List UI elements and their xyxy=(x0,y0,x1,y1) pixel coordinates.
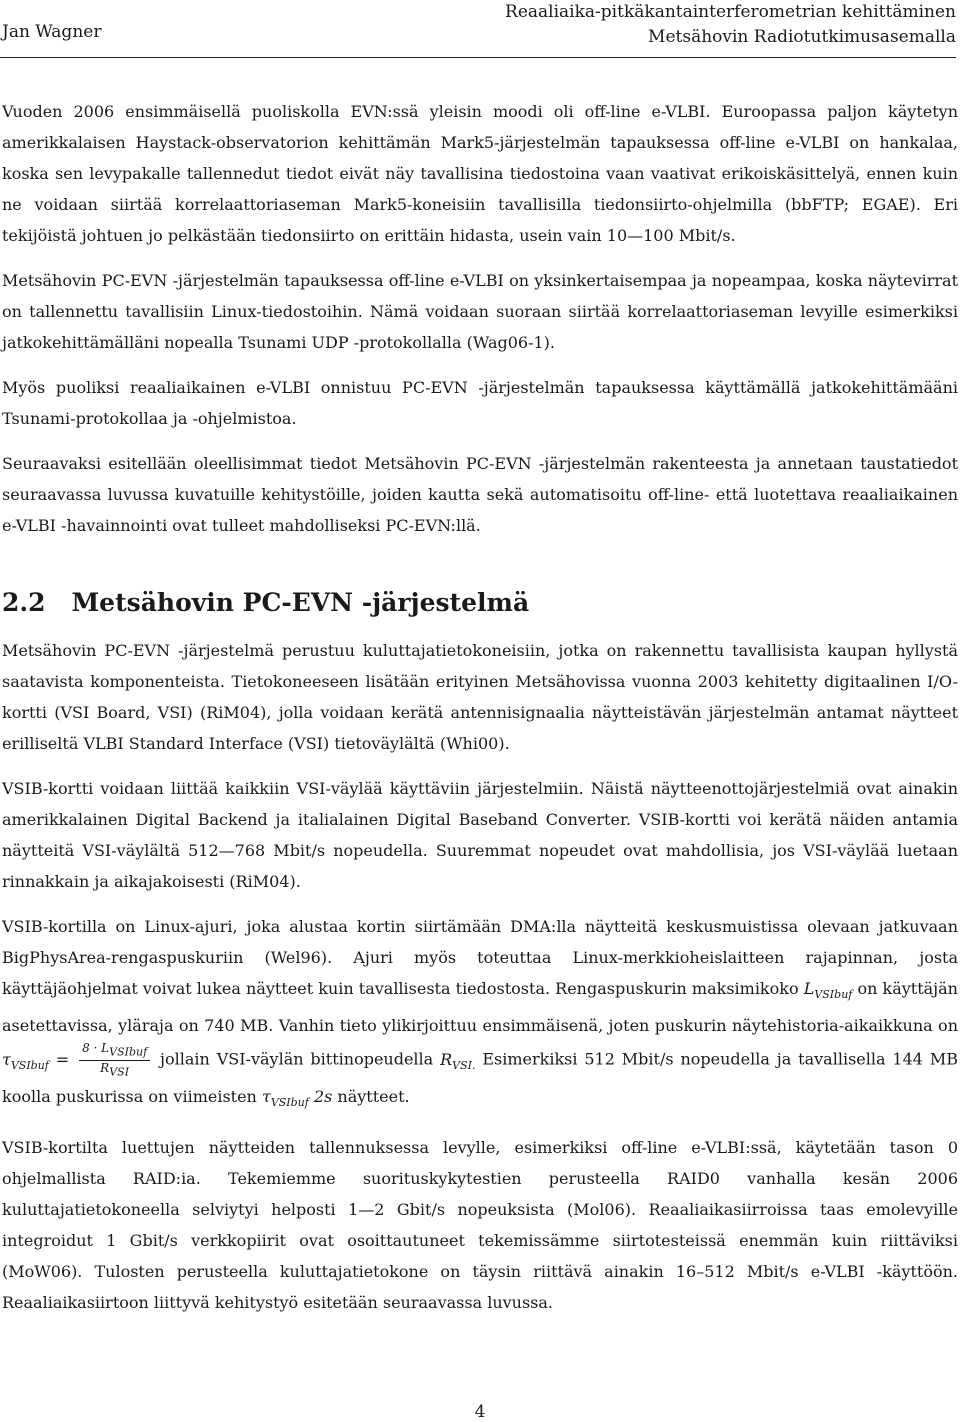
math-subscript: VSIbuf xyxy=(814,988,853,1002)
text-run: näytteet. xyxy=(337,1086,410,1106)
section-heading xyxy=(2,585,958,621)
text-run: Esimerkiksi 512 Mbit/s nopeudella ja tavallisella 144 MB koolla puskurissa on viimeisten xyxy=(2,1049,958,1106)
math-variable: L xyxy=(803,979,815,998)
math-variable: R xyxy=(440,1049,453,1069)
paragraph: Seuraavaksi esitellään oleellisimmat tiedot Metsähovin PC-EVN -järjestelmän rakenteesta ja annetaan taustatiedot seuraavassa luvussa kuvatuille kehitystöille, joiden kautta sekä automatisoitu off-line- että luotettava reaaliaikainen e-VLBI -havainnointi ovat tulleet mahdolliseksi PC-EVN:llä. xyxy=(2,454,958,535)
math-variable: τ xyxy=(2,1049,11,1069)
page-body xyxy=(2,96,958,1332)
math-operator: = xyxy=(55,1049,70,1069)
fraction-denominator xyxy=(79,1061,150,1079)
math-text: 8 · L xyxy=(82,1041,110,1056)
running-header-author: Jan Wagner xyxy=(2,22,102,42)
paragraph: VSIB-kortti voidaan liittää kaikkiin VSI-väylää käyttäviin järjestelmiin. Näistä näytteenottojärjestelmiä ovat ainakin amerikkalainen Digital Backend ja italialainen Digital Baseband Converter. VSIB-kortti voi kerätä näiden antamia näytteitä VSI-väylältä 512—768 Mbit/s nopeudella. Suuremmat nopeudet ovat mahdollisia, jos VSI-väylää luetaan rinnakkain ja aikajakoisesti (RiM04). xyxy=(2,779,958,891)
math-variable: 2s xyxy=(313,1086,333,1106)
math-subscript: VSI. xyxy=(452,1058,476,1072)
running-header-title: Reaaliaika-pitkäkantainterferometrian kehittäminen xyxy=(505,2,956,22)
paragraph: Metsähovin PC-EVN -järjestelmän tapauksessa off-line e-VLBI on yksinkertaisempaa ja nopeampaa, koska näytevirrat on tallennettu tavallisiin Linux-tiedostoihin. Nämä voidaan suoraan siirtää korrelaattoriaseman levyille esimerkiksi jatkokehittämälläni nopealla Tsunami UDP -protokollalla (Wag06-1). xyxy=(2,271,958,352)
paragraph: Myös puoliksi reaaliaikainen e-VLBI onnistuu PC-EVN -järjestelmän tapauksessa käyttämällä jatkokehittämääni Tsunami-protokollaa ja -ohjelmistoa. xyxy=(2,378,958,428)
math-symbol xyxy=(261,1086,333,1109)
math-subscript: VSIbuf xyxy=(109,1045,148,1059)
math-subscript: VSI xyxy=(109,1064,130,1078)
page-number: 4 xyxy=(474,1402,486,1422)
section-number: 2.2 xyxy=(2,588,46,617)
math-text: R xyxy=(100,1060,110,1075)
math-symbol xyxy=(440,1049,476,1072)
running-header-right xyxy=(505,0,956,50)
paragraph: Vuoden 2006 ensimmäisellä puoliskolla EVN:ssä yleisin moodi oli off-line e-VLBI. Euroopassa paljon käytetyn amerikkalaisen Haystack-observatorion kehittämän Mark5-järjestelmän tapauksessa off-line e-VLBI on hankalaa, koska sen levypakalle tallennedut tiedot eivät näy tavallisina tiedostoina vaan vaativat erikoiskäsittelyä, ennen kuin ne voidaan siirtää korrelaattoriaseman Mark5-koneisiin tavallisilla tiedonsiirto-ohjelmilla (bbFTP; EGAE). Eri tekijöistä johtuen jo pelkästään tiedonsiirto on erittäin hidasta, usein vain 10—100 Mbit/s. xyxy=(2,102,958,245)
paragraph: VSIB-kortilta luettujen näytteiden tallennuksessa levylle, esimerkiksi off-line e-VLBI:ssä, käytetään tason 0 ohjelmallista RAID:ia. Tekemiemme suorituskykytestien perusteella RAID0 vanhalla kesän 2006 kuluttajatietokoneella selviytyi helposti 1—2 Gbit/s nopeuksista (Mol06). Reaaliaikasiirroissa taas emolevyille integroidut 1 Gbit/s verkkopiirit ovat osoittautuneet tekemissämme siirtotesteissä enemmän kuin riittäviksi (MoW06). Tulosten perusteella kuluttajatietokone on täysin riittävä ainakin 16–512 Mbit/s e-VLBI -käyttöön. Reaaliaikasiirtoon liittyvä kehitystyö esitetään seuraavassa luvussa. xyxy=(2,1137,958,1312)
header-rule xyxy=(0,57,956,58)
text-run: VSIB-kortilla on Linux-ajuri, joka alustaa kortin siirtämään DMA:lla näytteitä keskusmuistissa olevaan jatkuvaan BigPhysArea-rengaspuskuriin (Wel96). Ajuri myös toteuttaa Linux-merkkioheislaitteen rajapinnan, josta käyttäjäohjelmat voivat lukea näytteet kuin tavallisesta tiedostosta. Rengaspuskurin maksimikoko xyxy=(2,917,958,998)
running-header-institution: Metsähovin Radiotutkimusasemalla xyxy=(648,27,956,47)
text-run: on käyttäjän asetettavissa, yläraja on 740 MB. Vanhin tieto ylikirjoittuu ensimmäisenä, joten puskurin näytehistoria-aikaikkuna on xyxy=(2,979,958,1036)
math-symbol xyxy=(803,979,853,1002)
paragraph: Metsähovin PC-EVN -järjestelmä perustuu kuluttajatietokoneisiin, jotka on rakennettu tavallisista kaupan hyllystä saatavista komponenteista. Tietokoneeseen lisätään erityinen Metsähovissa vuonna 2003 kehitetty digitaalinen I/O-kortti (VSI Board, VSI) (RiM04), jolla voidaan kerätä antennisignaalia näytteistävän järjestelmän antamat näytteet erilliseltä VLBI Standard Interface (VSI) tietoväylältä (Whi00). xyxy=(2,641,958,753)
math-subscript: VSIbuf xyxy=(10,1058,49,1072)
math-subscript: VSIbuf xyxy=(270,1095,309,1109)
paragraph-with-math xyxy=(2,911,958,1118)
math-fraction xyxy=(79,1041,150,1079)
math-variable: τ xyxy=(261,1086,271,1106)
section-title: Metsähovin PC-EVN -järjestelmä xyxy=(71,588,530,617)
fraction-numerator xyxy=(79,1041,150,1060)
text-run: jollain VSI-väylän bittinopeudella xyxy=(160,1049,434,1069)
